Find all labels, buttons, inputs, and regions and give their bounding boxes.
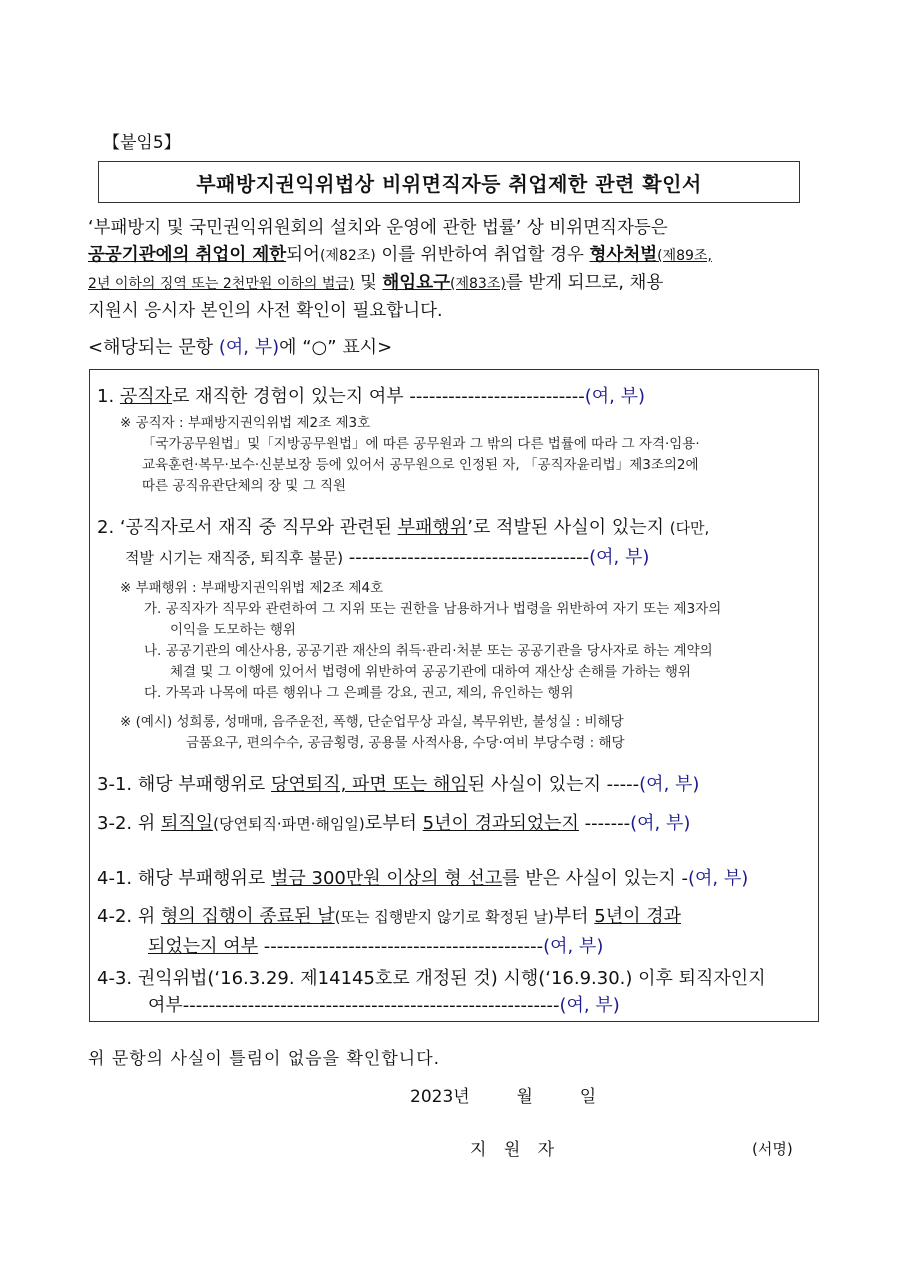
note-examples bbox=[120, 712, 625, 754]
question-keyword: 5년이 경과되었는지 bbox=[422, 813, 579, 834]
document-title: 부패방지권익위법상 비위면직자등 취업제한 관련 확인서 bbox=[196, 171, 702, 196]
question-keyword: 부패행위 bbox=[397, 517, 468, 538]
confirmation-statement: 위 문항의 사실이 틀림이 없음을 확인합니다. bbox=[88, 1049, 441, 1069]
question-4-1 bbox=[97, 864, 748, 890]
question-dashes: ------------------------------------- bbox=[343, 547, 590, 568]
instruction-choice: (여, 부) bbox=[218, 337, 280, 358]
answer-choice[interactable]: (여, 부) bbox=[639, 774, 700, 795]
note-line: 교육훈련·복무·보수·신분보장 등에 있어서 공무원으로 인정된 자, 「공직자윤리법」제3조의2에 bbox=[142, 457, 699, 473]
question-text: 3-2. 위 bbox=[97, 813, 161, 834]
question-keyword: 퇴직일 bbox=[160, 813, 214, 834]
intro-restriction: 공공기관에의 취업이 제한 bbox=[88, 245, 287, 265]
question-text: 된 사실이 있는지 ----- bbox=[467, 774, 640, 795]
intro-text: 및 bbox=[354, 273, 383, 293]
question-text: (다만, bbox=[669, 519, 710, 537]
question-dashes: ------- bbox=[578, 813, 631, 834]
intro-dismissal: 해임요구 bbox=[382, 273, 451, 293]
question-text: 2. ‘공직자로서 재직 중 직무와 관련된 bbox=[97, 517, 398, 538]
document-title-box bbox=[98, 161, 800, 203]
question-keyword: 당연퇴직, 파면 또는 해임 bbox=[271, 774, 468, 795]
question-text: 여부---------------------------------------------------------- bbox=[148, 995, 560, 1016]
question-text: 3-1. 해당 부패행위로 bbox=[97, 774, 272, 795]
question-text: 4-2. 위 bbox=[97, 906, 161, 927]
intro-article: (제89조, bbox=[657, 248, 712, 264]
note-line: 이익을 도모하는 행위 bbox=[170, 622, 296, 638]
note-line: ※ 공직자 : 부패방지권익위법 제2조 제3호 bbox=[120, 415, 371, 431]
question-number: 1. bbox=[97, 386, 120, 407]
question-text: 적발 시기는 재직중, 퇴직후 불문) bbox=[125, 549, 344, 567]
question-dashes: ------------------------------------------- bbox=[258, 936, 544, 957]
intro-paragraph bbox=[88, 215, 818, 325]
note-line: 금품요구, 편의수수, 공금횡령, 공용물 사적사용, 수당·여비 부당수령 : 해당 bbox=[186, 735, 625, 751]
question-text: 로부터 bbox=[364, 813, 423, 834]
answer-choice[interactable]: (여, 부) bbox=[559, 995, 620, 1016]
question-3-2 bbox=[97, 809, 690, 835]
instruction-post: 에 “○” 표시> bbox=[279, 337, 393, 358]
applicant-label: 지 원 자 bbox=[470, 1140, 561, 1160]
instruction-heading bbox=[88, 333, 392, 359]
intro-penalty: 형사처벌 bbox=[589, 245, 658, 265]
answer-choice[interactable]: (여, 부) bbox=[688, 868, 749, 889]
note-line: 체결 및 그 이행에 있어서 법령에 위반하여 공공기관에 대하여 재산상 손해를 가하는 행위 bbox=[170, 664, 691, 680]
question-keyword: 형의 집행이 종료된 날 bbox=[160, 906, 335, 927]
date-month[interactable]: 월 bbox=[516, 1087, 533, 1107]
intro-line-1: ‘부패방지 및 국민권익위원회의 설치와 운영에 관한 법률’ 상 비위면직자등은 bbox=[88, 218, 668, 238]
answer-choice[interactable]: (여, 부) bbox=[630, 813, 691, 834]
question-keyword: 5년이 경과 bbox=[594, 906, 681, 927]
intro-line-4: 지원시 응시자 본인의 사전 확인이 필요합니다. bbox=[88, 301, 443, 321]
question-4-3-line-1 bbox=[97, 964, 766, 990]
date-line bbox=[410, 1082, 596, 1107]
intro-article: (제83조) bbox=[450, 276, 506, 292]
question-text: 4-1. 해당 부패행위로 bbox=[97, 868, 272, 889]
question-4-2-line-1 bbox=[97, 902, 681, 928]
question-text: 4-3. 권익위법(‘16.3.29. 제14145호로 개정된 것) 시행(‘16.9.30.) 이후 퇴직자인지 bbox=[97, 968, 766, 989]
answer-choice[interactable]: (여, 부) bbox=[584, 386, 645, 407]
intro-line-3 bbox=[88, 270, 818, 298]
question-text: (또는 집행받지 않기로 확정된 날) bbox=[334, 908, 554, 926]
date-year: 2023년 bbox=[410, 1087, 470, 1107]
note-line: ※ 부패행위 : 부패방지권익위법 제2조 제4호 bbox=[120, 580, 384, 596]
question-4-3-line-2 bbox=[148, 991, 620, 1017]
note-line: 따른 공직유관단체의 장 및 그 직원 bbox=[142, 478, 347, 494]
instruction-pre: <해당되는 문항 bbox=[88, 337, 219, 358]
note-line: ※ (예시) 성희롱, 성매매, 음주운전, 폭행, 단순업무상 과실, 복무위반, 불성실 : 비해당 bbox=[120, 714, 624, 730]
intro-line-2 bbox=[88, 242, 818, 270]
answer-choice[interactable]: (여, 부) bbox=[543, 936, 604, 957]
question-text: ’로 적발된 사실이 있는지 bbox=[467, 517, 670, 538]
answer-choice[interactable]: (여, 부) bbox=[589, 547, 650, 568]
question-keyword: 벌금 300만원 이상의 형 선고 bbox=[271, 868, 503, 889]
note-line: 다. 가목과 나목에 따른 행위나 그 은폐를 강요, 권고, 제의, 유인하는 행위 bbox=[144, 685, 574, 701]
question-2-line-1 bbox=[97, 513, 709, 539]
question-3-1 bbox=[97, 770, 699, 796]
note-line: 가. 공직자가 직무와 관련하여 그 지위 또는 권한을 남용하거나 법령을 위반하여 자기 또는 제3자의 bbox=[144, 601, 722, 617]
attachment-label: 【붙임5】 bbox=[103, 133, 181, 153]
question-text: 부터 bbox=[553, 906, 595, 927]
note-line: 「국가공무원법」및「지방공무원법」에 따른 공무원과 그 밖의 다른 법률에 따라 그 자격·임용· bbox=[142, 436, 700, 452]
note-line: 나. 공공기관의 예산사용, 공공기관 재산의 취득·관리·처분 또는 공공기관을 당사자로 하는 계약의 bbox=[144, 643, 713, 659]
question-1 bbox=[97, 382, 645, 408]
intro-text: 를 받게 되므로, 채용 bbox=[505, 273, 664, 293]
intro-text: 이를 위반하여 취업할 경우 bbox=[375, 245, 590, 265]
intro-text: 되어 bbox=[286, 245, 320, 265]
question-text: (당연퇴직·파면·해임일) bbox=[213, 815, 365, 833]
intro-penalty-detail: 2년 이하의 징역 또는 2천만원 이하의 벌금) bbox=[88, 276, 355, 292]
note-public-official bbox=[120, 413, 700, 497]
note-corruption bbox=[120, 578, 721, 704]
intro-article: (제82조) bbox=[319, 248, 376, 264]
question-text: 를 받은 사실이 있는지 - bbox=[502, 868, 689, 889]
question-keyword: 되었는지 여부 bbox=[148, 936, 259, 957]
question-keyword: 공직자 bbox=[119, 386, 173, 407]
date-day[interactable]: 일 bbox=[579, 1087, 597, 1107]
question-text: 로 재직한 경험이 있는지 여부 --------------------------- bbox=[172, 386, 585, 407]
question-2-line-2 bbox=[125, 543, 649, 569]
question-4-2-line-2 bbox=[148, 932, 603, 958]
signature-field[interactable]: (서명) bbox=[752, 1140, 793, 1158]
